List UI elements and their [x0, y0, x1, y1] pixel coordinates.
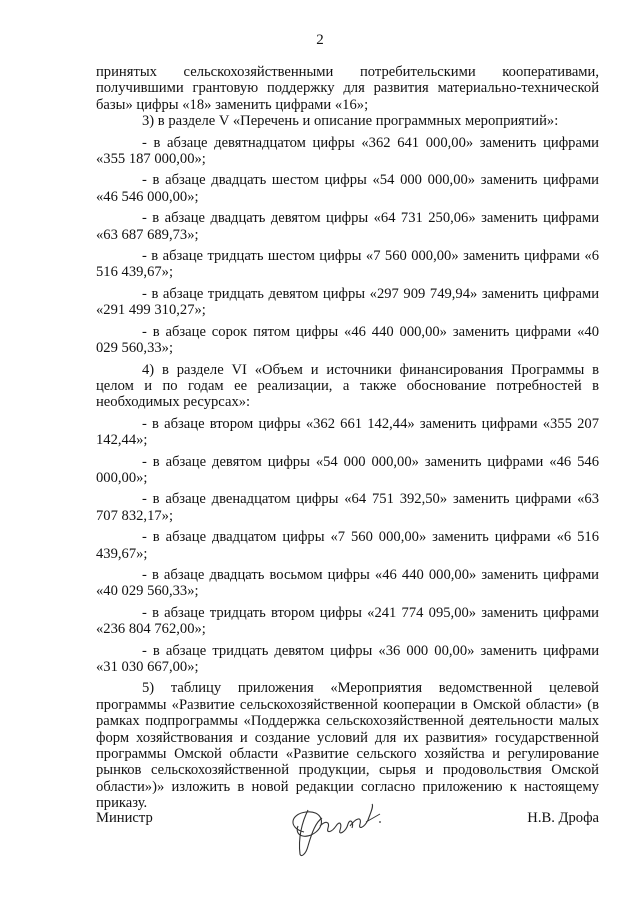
paragraph-appendix: 5) таблицу приложения «Мероприятия ведомственной целевой программы «Развитие сельскохозяйственной кооперации в Омской области» (в рамках подпрограммы «Поддержка сельскохозяйственной деятельности малых форм хозяйствования и создание условий для их развития» государственной программы Омской области «Развитие сельского хозяйства и регулирование рынков сельскохозяйственной продукции, сырья и продовольствия Омской области»)» изложить в новой редакции согласно приложению к настоящему приказу.: [96, 680, 599, 812]
signer-name: Н.В. Дрофа: [527, 810, 599, 826]
paragraph-section-vi: 4) в разделе VI «Объем и источники финансирования Программы в целом и по годам ее реализации, а также обоснование потребностей в необходимых ресурсах»:: [96, 361, 599, 411]
paragraph-item: - в абзаце девятнадцатом цифры «362 641 000,00» заменить цифрами «355 187 000,00»;: [96, 134, 599, 168]
paragraph-item: - в абзаце тридцать девятом цифры «297 909 749,94» заменить цифрами «291 499 310,27»;: [96, 285, 599, 319]
page-number: 2: [316, 32, 324, 48]
paragraph-item: - в абзаце тридцать шестом цифры «7 560 000,00» заменить цифрами «6 516 439,67»;: [96, 248, 599, 281]
paragraph-item: - в абзаце двенадцатом цифры «64 751 392,50» заменить цифрами «63 707 832,17»;: [96, 491, 599, 524]
paragraph-item: - в абзаце двадцать восьмом цифры «46 440 000,00» заменить цифрами «40 029 560,33»;: [96, 566, 599, 600]
signature-block: [96, 806, 599, 866]
paragraph-continuation: принятых сельскохозяйственными потребительскими кооперативами, получившими грантовую поддержку для развития материально-технической базы» цифры «18» заменить цифрами «16»;: [96, 64, 599, 113]
paragraph-item: - в абзаце девятом цифры «54 000 000,00» заменить цифрами «46 546 000,00»;: [96, 453, 599, 486]
paragraph-item: - в абзаце тридцать девятом цифры «36 000 00,00» заменить цифрами «31 030 667,00»;: [96, 642, 599, 675]
paragraph-item: - в абзаце двадцать шестом цифры «54 000 000,00» заменить цифрами «46 546 000,00»;: [96, 172, 599, 205]
paragraph-item: - в абзаце двадцатом цифры «7 560 000,00» заменить цифрами «6 516 439,67»;: [96, 529, 599, 562]
handwritten-signature: [276, 792, 386, 862]
paragraph-section-v: 3) в разделе V «Перечень и описание программных мероприятий»:: [142, 113, 559, 130]
paragraph-item: - в абзаце сорок пятом цифры «46 440 000,00» заменить цифрами «40 029 560,33»;: [96, 323, 599, 357]
signer-title: Министр: [96, 810, 153, 826]
document-body: [96, 64, 599, 812]
paragraph-item: - в абзаце тридцать втором цифры «241 774 095,00» заменить цифрами «236 804 762,00»;: [96, 604, 599, 638]
paragraph-item: - в абзаце втором цифры «362 661 142,44» заменить цифрами «355 207 142,44»;: [96, 415, 599, 449]
paragraph-item: - в абзаце двадцать девятом цифры «64 731 250,06» заменить цифрами «63 687 689,73»;: [96, 210, 599, 243]
